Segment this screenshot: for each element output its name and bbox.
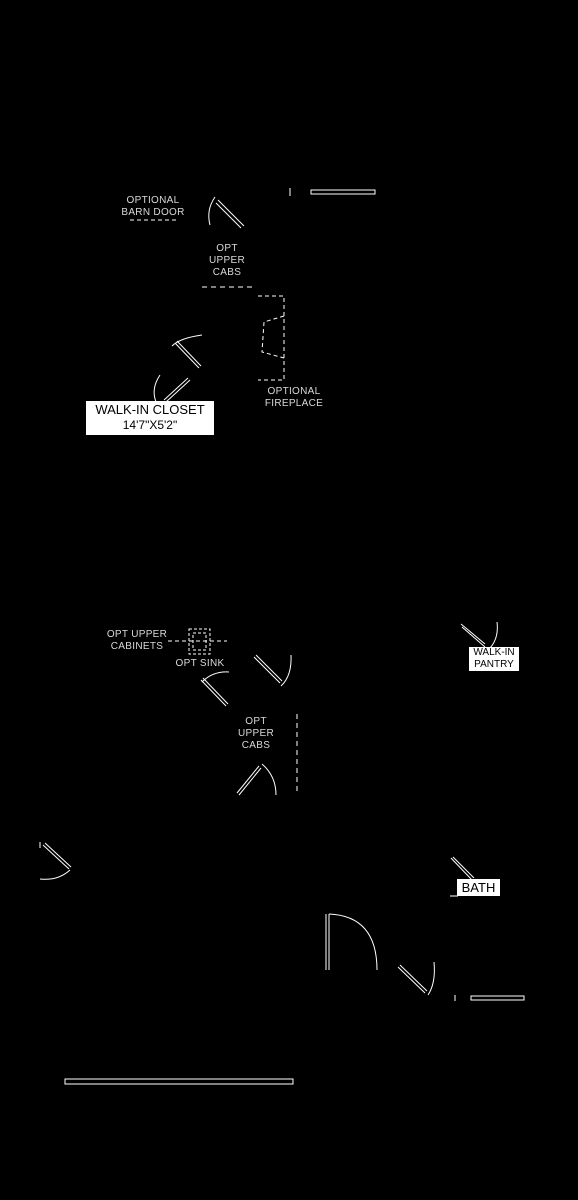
walk-in-closet-name: WALK-IN CLOSET bbox=[95, 402, 205, 417]
bath-label bbox=[457, 879, 500, 896]
opt-upper-cabs-mid-line3: CABS bbox=[241, 740, 271, 751]
walk-in-closet-size: 14'7"X5'2" bbox=[122, 418, 178, 432]
opt-upper-cabinets-label bbox=[100, 629, 174, 653]
opt-upper-cabs-mid-line1: OPT bbox=[245, 716, 267, 727]
opt-upper-cabinets-line1: OPT UPPER bbox=[106, 629, 168, 640]
optional-barn-door-line1: OPTIONAL bbox=[126, 195, 180, 206]
walk-in-pantry-label bbox=[469, 647, 519, 671]
opt-upper-cabs-top-line1: OPT bbox=[216, 243, 238, 254]
opt-sink-text: OPT SINK bbox=[175, 658, 225, 669]
closet-door-swings bbox=[154, 335, 202, 404]
opt-upper-cabs-top-line3: CABS bbox=[212, 267, 242, 278]
optional-barn-door-label bbox=[112, 195, 194, 219]
lower-door-swing bbox=[398, 962, 434, 995]
optional-fireplace-line2: FIREPLACE bbox=[264, 398, 324, 409]
opt-upper-cabs-mid-line2: UPPER bbox=[238, 728, 274, 739]
optional-barn-door-line2: BARN DOOR bbox=[121, 207, 185, 218]
opt-upper-cabinets-line2: CABINETS bbox=[110, 641, 164, 652]
fireplace-outline bbox=[258, 296, 284, 380]
bottom-right-window bbox=[455, 995, 524, 1001]
bottom-window bbox=[65, 1079, 293, 1084]
walk-in-closet-label bbox=[86, 401, 214, 435]
left-door-swing bbox=[40, 842, 71, 879]
opt-upper-cabs-mid-label bbox=[228, 716, 284, 752]
walk-in-pantry-line2: PANTRY bbox=[474, 659, 514, 670]
walk-in-pantry-line1: WALK-IN bbox=[473, 647, 515, 658]
mid-door-swing bbox=[237, 764, 276, 795]
large-door-swing bbox=[326, 914, 377, 970]
opt-sink-label bbox=[170, 658, 230, 670]
optional-fireplace-label bbox=[254, 386, 334, 410]
bath-name: BATH bbox=[461, 880, 496, 895]
optional-fireplace-line1: OPTIONAL bbox=[267, 386, 321, 397]
opt-upper-cabs-top-label bbox=[199, 243, 255, 279]
top-window bbox=[290, 188, 375, 196]
opt-upper-cabs-top-line2: UPPER bbox=[209, 255, 245, 266]
barn-door-swing bbox=[209, 197, 244, 228]
pantry-door-swing bbox=[461, 622, 497, 648]
